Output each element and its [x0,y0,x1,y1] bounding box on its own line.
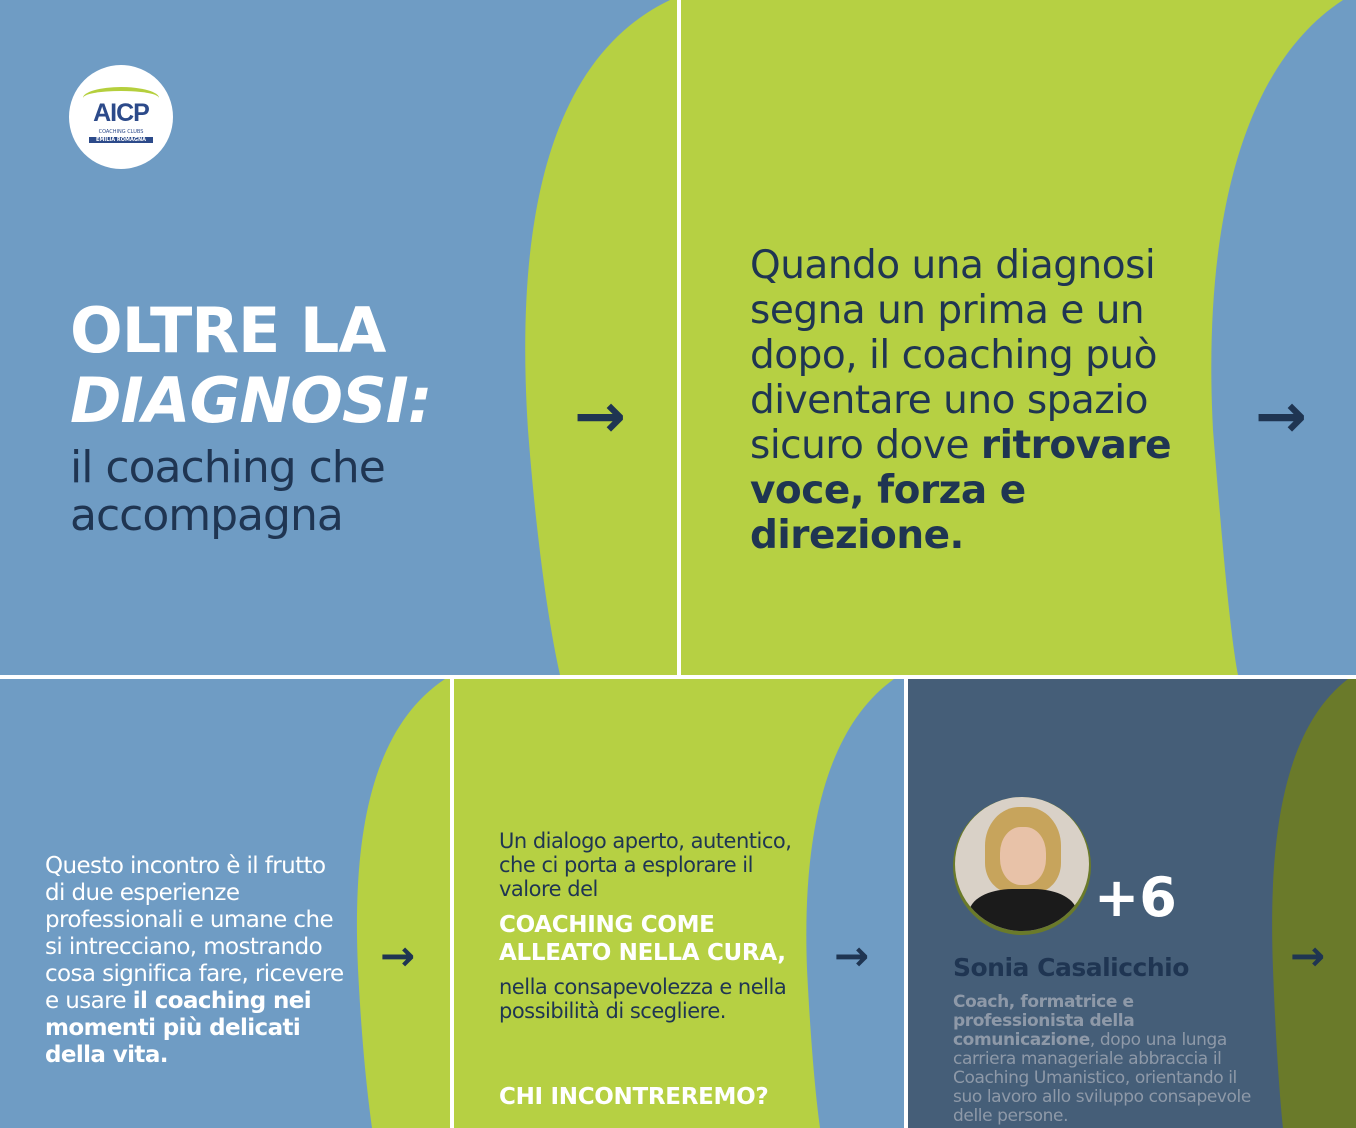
next-arrow-icon[interactable]: → [834,931,870,980]
event-text [45,853,345,1069]
message-regular: Quando una diagnosi segna un prima e un dopo, il coaching può diventare uno spazio sicuro dove [750,243,1157,468]
next-arrow-icon[interactable]: → [574,379,626,452]
next-arrow-icon[interactable]: → [380,931,416,980]
event-regular: Questo incontro è il frutto di due esperienze professionali e umane che si intrecciano, mostrando cosa significa fare, ricevere e usare [45,853,344,1014]
slide-dialogue-background [454,679,904,1128]
title-line-2: DIAGNOSI: [70,364,432,437]
avatar-jacket [969,889,1077,931]
speaker-name: Sonia Casalicchio [953,953,1189,982]
logo-subtitle: COACHING CLUBS [98,129,144,135]
dialogue-highlight: COACHING COME ALLEATO NELLA CURA, [499,912,786,966]
event-bold: il coaching nei momenti più delicati della vita. [45,988,312,1068]
speaker-avatar[interactable] [953,797,1091,935]
speaker-bio-bold: Coach, formatrice e professionista della comunicazione [953,992,1135,1050]
speaker-bio-regular: , dopo una lunga carriera manageriale abbraccia il Coaching Umanistico, orientando il suo lavoro allo sviluppo consapevole delle persone. [953,1030,1251,1126]
avatar-photo [955,797,1089,931]
next-arrow-icon[interactable]: → [1255,379,1307,452]
slide-dialogue[interactable] [454,679,904,1128]
dialogue-continuation: nella consapevolezza e nella possibilità di scegliere. [499,975,787,1023]
message-text [750,243,1210,558]
slide-event[interactable] [0,679,450,1128]
speaker-bio [953,993,1253,1126]
subtitle: il coaching che accompagna [70,442,385,541]
slide-message[interactable] [681,0,1356,675]
aicp-logo-icon[interactable] [69,65,173,169]
title-line-1: OLTRE LA [70,294,386,367]
avatar-face [1000,827,1046,885]
dialogue-question: CHI INCONTREREMO? [499,1084,769,1110]
logo-region: EMILIA ROMAGNA [89,137,153,143]
logo-brand-text: AICP [93,99,149,127]
more-count-badge[interactable]: +6 [1094,866,1177,929]
next-arrow-icon[interactable]: → [1290,931,1326,980]
message-bold: ritrovare voce, forza e direzione. [750,423,1172,558]
slide-intro[interactable] [0,0,677,675]
slide-speaker[interactable] [908,679,1356,1128]
dialogue-intro: Un dialogo aperto, autentico, che ci porta a esplorare il valore del [499,829,792,901]
